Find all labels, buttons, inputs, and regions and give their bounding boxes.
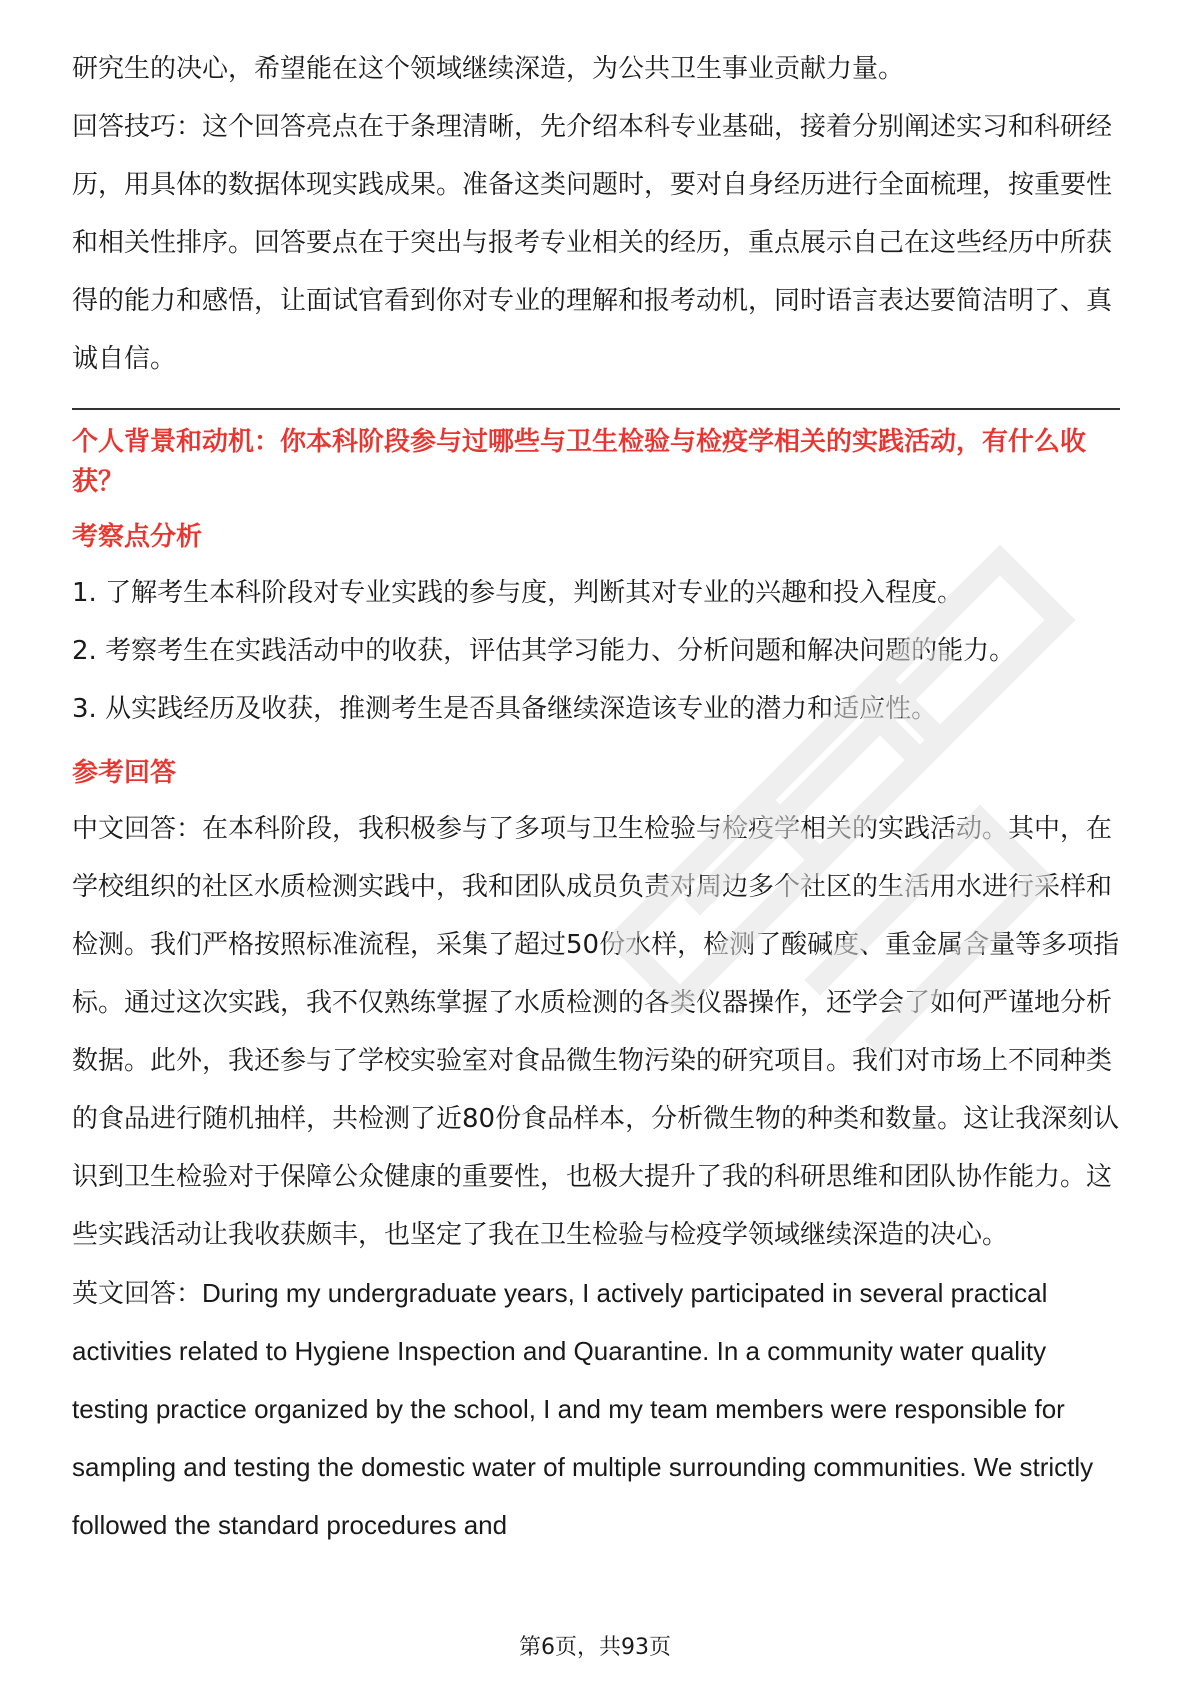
question-heading: 个人背景和动机：你本科阶段参与过哪些与卫生检验与检疫学相关的实践活动，有什么收获？ [72,427,1087,497]
section-divider [72,408,1120,410]
analysis-item-2: 2. 考察考生在实践活动中的收获，评估其学习能力、分析问题和解决问题的能力。 [72,636,1016,666]
answer-tips-paragraph: 回答技巧：这个回答亮点在于条理清晰，先介绍本科专业基础，接着分别阐述实习和科研经历，用具体的数据体现实践成果。准备这类问题时，要对自身经历进行全面梳理，按重要性和相关性排序。回答要点在于突出与报考专业相关的经历，重点展示自己在这些经历中所获得的能力和感悟，让面试官看到你对专业的理解和报考动机，同时语言表达要简洁明了、真诚自信。 [72,112,1113,374]
analysis-heading: 考察点分析 [72,522,203,552]
chinese-answer-paragraph: 中文回答：在本科阶段，我积极参与了多项与卫生检验与检疫学相关的实践活动。其中，在学校组织的社区水质检测实践中，我和团队成员负责对周边多个社区的生活用水进行采样和检测。我们严格按照标准流程，采集了超过50份水样，检测了酸碱度、重金属含量等多项指标。通过这次实践，我不仅熟练掌握了水质检测的各类仪器操作，还学会了如何严谨地分析数据。此外，我还参与了学校实验室对食品微生物污染的研究项目。我们对市场上不同种类的食品进行随机抽样，共检测了近80份食品样本，分析微生物的种类和数量。这让我深刻认识到卫生检验对于保障公众健康的重要性，也极大提升了我的科研思维和团队协作能力。这些实践活动让我收获颇丰，也坚定了我在卫生检验与检疫学领域继续深造的决心。 [72,814,1120,1250]
page-number-footer: 第6页，共93页 [519,1635,671,1660]
analysis-item-3: 3. 从实践经历及收获，推测考生是否具备继续深造该专业的潜力和适应性。 [72,694,938,724]
analysis-item-1: 1. 了解考生本科阶段对专业实践的参与度，判断其对专业的兴趣和投入程度。 [72,578,964,608]
intro-paragraph-1: 研究生的决心，希望能在这个领域继续深造，为公共卫生事业贡献力量。 [72,54,905,84]
document-body [72,40,1120,1554]
answer-heading: 参考回答 [72,758,177,788]
english-answer-paragraph: 英文回答：During my undergraduate years, I actively participated in several practical activities related to Hygiene Inspection and Quarantine. In a community water quality testing practice organized by the school, I and my team members were responsible for sampling and testing the domestic water of multiple surrounding communities. We strictly followed the standard procedures and [72,1278,1094,1540]
